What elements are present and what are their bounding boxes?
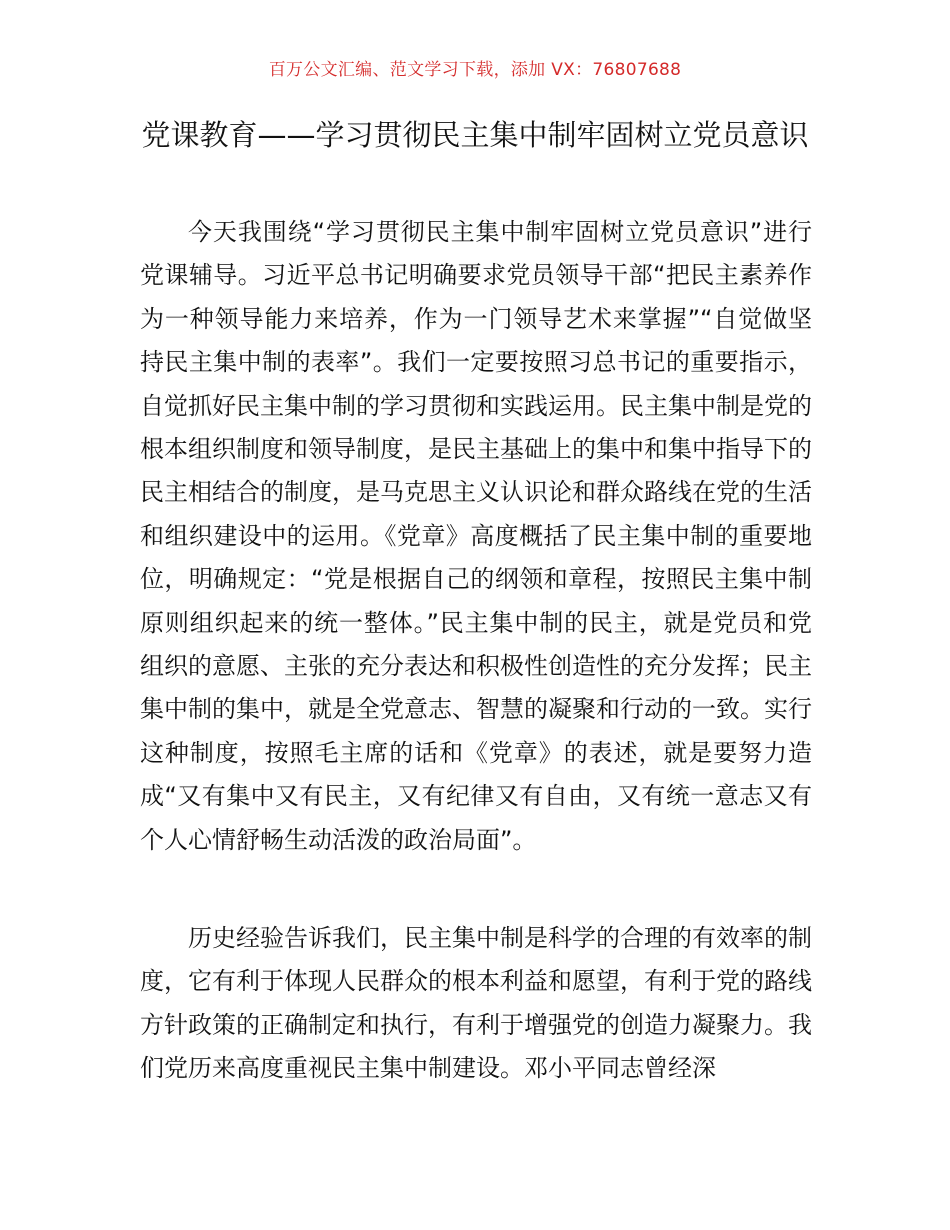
watermark-banner: 百万公文汇编、范文学习下载，添加 VX：76807688 [268, 60, 682, 80]
document-title: 党课教育——学习贯彻民主集中制牢固树立党员意识 [141, 118, 809, 152]
paragraph-2: 历史经验告诉我们，民主集中制是科学的合理的有效率的制度，它有利于体现人民群众的根本利益和愿望，有利于党的路线方针政策的正确制定和执行，有利于增强党的创造力凝聚力。我们党历来高度重视民主集中制建设。邓小平同志曾经深 [140, 924, 812, 1083]
paragraph-1: 今天我围绕“学习贯彻民主集中制牢固树立党员意识”进行党课辅导。习近平总书记明确要求党员领导干部“把民主素养作为一种领导能力来培养，作为一门领导艺术来掌握”“自觉做坚持民主集中制的表率”。我们一定要按照习总书记的重要指示，自觉抓好民主集中制的学习贯彻和实践运用。民主集中制是党的根本组织制度和领导制度，是民主基础上的集中和集中指导下的民主相结合的制度，是马克思主义认识论和群众路线在党的生活和组织建设中的运用。《党章》高度概括了民主集中制的重要地位，明确规定：“党是根据自己的纲领和章程，按照民主集中制原则组织起来的统一整体。”民主集中制的民主，就是党员和党组织的意愿、主张的充分表达和积极性创造性的充分发挥；民主集中制的集中，就是全党意志、智慧的凝聚和行动的一致。实行这种制度，按照毛主席的话和《党章》的表述，就是要努力造成“又有集中又有民主，又有纪律又有自由，又有统一意志又有个人心情舒畅生动活泼的政治局面”。 [140, 218, 812, 854]
